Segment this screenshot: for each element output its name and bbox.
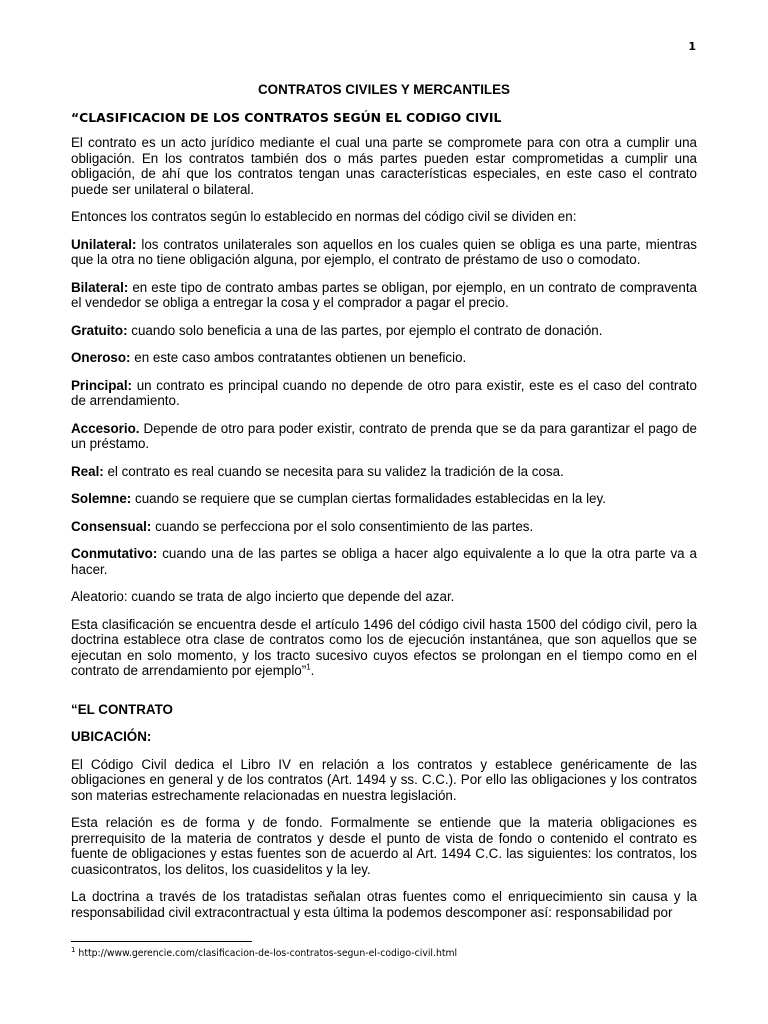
el-contrato-heading: “EL CONTRATO — [71, 701, 173, 717]
definition-term: Oneroso: — [71, 350, 131, 365]
intro-paragraph: El contrato es un acto jurídico mediante el cual una parte se compromete para con otra a cumplir una obligación. En los contratos también dos o más partes pueden estar comprometidas a cumplir una obligación, de ahí que los contratos tengan unas características especiales, en este caso el contrato puede ser unilateral o bilateral. — [71, 135, 697, 197]
footnote-separator — [71, 941, 252, 942]
footnote-link[interactable]: http://www.gerencie.com/clasificacion-de-los-contratos-segun-el-codigo-civil.html — [75, 948, 458, 959]
definition-text: cuando se perfecciona por el solo consentimiento de las partes. — [151, 518, 534, 534]
definition-item — [71, 519, 697, 535]
definition-item — [71, 546, 697, 577]
footnote-number: 1 — [71, 945, 76, 954]
definition-item — [71, 421, 697, 452]
spacer — [71, 691, 697, 702]
definition-item — [71, 237, 697, 268]
definition-text: un contrato es principal cuando no depende de otro para existir, este es el caso del contrato de arrendamiento. — [71, 377, 697, 408]
definition-text: en este caso ambos contratantes obtienen un beneficio. — [130, 350, 467, 365]
definition-term: Unilateral: — [71, 236, 137, 252]
page-content — [71, 82, 697, 932]
document-title: CONTRATOS CIVILES Y MERCANTILES — [258, 82, 510, 97]
definition-item — [71, 464, 697, 480]
definition-term: Principal: — [71, 377, 133, 393]
definition-text: cuando solo beneficia a una de las partes, por ejemplo el contrato de donación. — [127, 322, 603, 338]
definition-text: los contratos unilaterales son aquellos en los cuales quien se obliga es una parte, mientras que la otra no tiene obligación alguna, por ejemplo, el contrato de préstamo de uso o comodato. — [71, 236, 697, 267]
ubicacion-paragraph: La doctrina a través de los tratadistas señalan otras fuentes como el enriquecimiento sin causa y la responsabilidad civil extracontractual y esta última la podemos descomponer así: responsabilidad por — [71, 889, 697, 920]
definition-term: Bilateral: — [71, 279, 129, 295]
definition-term: Conmutativo: — [71, 546, 158, 561]
definition-text: cuando una de las partes se obliga a hacer algo equivalente a lo que la otra parte va a hacer. — [71, 546, 697, 577]
page-number: 1 — [688, 40, 696, 53]
definition-text: en este tipo de contrato ambas partes se obligan, por ejemplo, en un contrato de compraventa el vendedor se obliga a entregar la cosa y el comprador a pagar el precio. — [71, 279, 697, 310]
definition-term: Gratuito: — [71, 322, 128, 338]
definition-item — [71, 323, 697, 339]
definition-text: el contrato es real cuando se necesita para su validez la tradición de la cosa. — [103, 463, 564, 479]
definition-list — [71, 237, 697, 605]
ubicacion-paragraph: El Código Civil dedica el Libro IV en relación a los contratos y establece genéricamente de las obligaciones en general y de los contratos (Art. 1494 y ss. C.C.). Por ello las obligaciones y los contratos son materias estrechamente relacionadas en nuestra legislación. — [71, 756, 697, 803]
definition-term: Solemne: — [71, 491, 132, 506]
definition-item — [71, 280, 697, 311]
definition-item — [71, 491, 697, 507]
definition-item — [71, 378, 697, 409]
definition-item — [71, 589, 697, 605]
lead-paragraph: Entonces los contratos según lo establecido en normas del código civil se dividen en: — [71, 209, 577, 224]
ubicacion-heading: UBICACIÓN: — [71, 729, 152, 744]
definition-term: Accesorio. — [71, 420, 140, 436]
closing-paragraph — [71, 617, 697, 679]
closing-end: . — [310, 663, 315, 678]
ubicacion-paragraph: Esta relación es de forma y de fondo. Formalmente se entiende que la materia obligaciones es prerrequisito de la materia de contratos y desde el punto de vista de fondo o contenido el contrato es fuente de obligaciones y estas fuentes son de acuerdo al Art. 1494 C.C. las siguientes: los contratos, los cuasicontratos, los delitos, los cuasidelitos y la ley. — [71, 815, 697, 877]
definition-item — [71, 350, 697, 366]
definition-text: cuando se requiere que se cumplan ciertas formalidades establecidas en la ley. — [131, 491, 606, 506]
footnote-reference: 1 — [306, 662, 311, 672]
section-heading: “CLASIFICACION DE LOS CONTRATOS SEGÚN EL CODIGO CIVIL — [71, 109, 502, 125]
definition-text: Aleatorio: cuando se trata de algo incierto que depende del azar. — [71, 589, 455, 604]
definition-term: Consensual: — [71, 518, 152, 534]
footnote — [71, 945, 458, 959]
closing-text: Esta clasificación se encuentra desde el artículo 1496 del código civil hasta 1500 del código civil, pero la doctrina establece otra clase de contratos como los de ejecución instantánea, que son aquellos que se ejecutan en solo momento, y los tracto sucesivo cuyos efectos se prolongan en el tiempo como en el contrato de arrendamiento por ejemplo” — [71, 616, 697, 678]
definition-text: Depende de otro para poder existir, contrato de prenda que se da para garantizar el pago de un préstamo. — [71, 420, 697, 451]
definition-term: Real: — [71, 463, 104, 479]
